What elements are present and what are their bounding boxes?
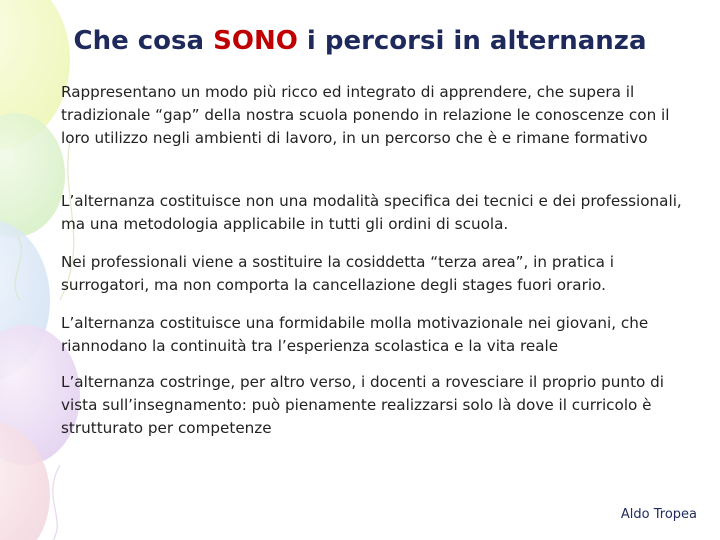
paragraph-4: L’alternanza costituisce una formidabile molla motivazionale nei giovani, che riannodano la continuità tra l’esperienza scolastica e la vita reale [61,314,649,355]
author-name: Aldo Tropea [620,507,697,522]
title-text: Che cosa [73,26,214,56]
paragraph-3: Nei professionali viene a sostituire la cosiddetta “terza area”, in pratica i surrogatori, ma non comporta la cancellazione degli stages fuori orario. [61,253,614,294]
paragraph-2: L’alternanza costituisce non una modalità specifica dei tecnici e dei professionali, ma una metodologia applicabile in tutti gli ordini di scuola. [61,192,682,233]
page-title [0,26,720,56]
paragraph-1: Rappresentano un modo più ricco ed integrato di apprendere, che supera il tradizionale “gap” della nostra scuola ponendo in relazione le conoscenze con il loro utilizzo negli ambienti di lavoro, in un percorso che è e rimane formativo [61,83,670,147]
title-text-end: i percorsi in alternanza [297,26,647,56]
title-highlight: SONO [213,26,298,56]
paragraph-5: L’alternanza costringe, per altro verso, i docenti a rovesciare il proprio punto di vista sull’insegnamento: può pienamente realizzarsi solo là dove il curricolo è strutturato per competenze [61,373,664,437]
